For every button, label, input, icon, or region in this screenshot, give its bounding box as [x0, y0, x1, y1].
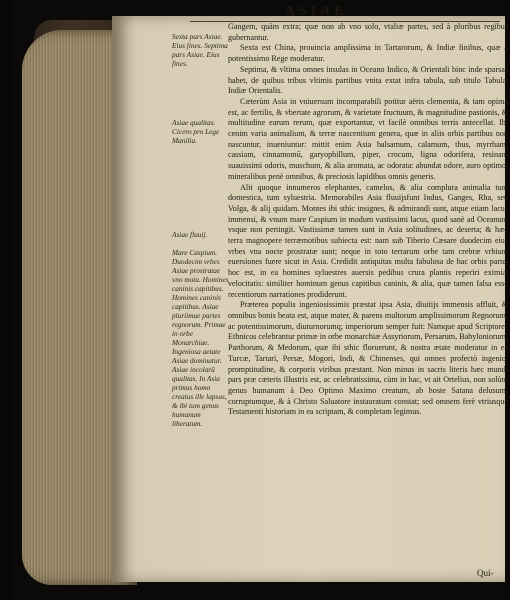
paragraph: Sexta est China, prouincia amplissima in Tartarorum, & Indiæ finibus, quæ à potentissimo Rege moderatur. [228, 43, 508, 64]
paragraph: Cæterùm Asia in vniuersum incomparabili potitur aëris clementia, & tam opima est, ac fertilis, & vbertate agrorum, & varietate fructuum, & magnitudine pastionis, & multitudine earum rerum, quæ exportantur, vt facilè omnibus terris antecellat. Ibi cenim varia animalium, & terræ nascentium genera, quæ in aliis orbis partibus non nascuntur, inueniuntur: mittit enim Asia balsamum, calamum, thus, myrrham, cassiam, cinnamomū, garyophillum, piper, crocum, ligna odorifera, resinam suauissimi odoris, muschum, & alia aromata, ac odorata: abundat odore, auro optimo, mineralibus penè omnibus, & preciosis lapidibus omnis generis. [228, 96, 508, 181]
margin-note: Asiae fluuij. [172, 230, 208, 239]
margin-note: Asiae qualitas. Cicero pro Lege Manilia. [172, 118, 220, 145]
catchword: Qui- [477, 568, 494, 578]
page-header: ASIAE. [284, 4, 356, 19]
paragraph: Gangem, quàm extra; quæ non ab vno solo, vtaliæ partes, sed à pluribus regibus gubernantur. [228, 22, 508, 42]
paragraph: Septima, & vltima omnes insulas in Oceano Indico, & Orientali binc inde sparsas habet, de quibus tribus vltimis partibus vnita extat infra tabula, sub titulo Tabulæ Indiæ Orientalis. [228, 64, 508, 96]
paragraph: Præterea populis ingeniosissimis præstat ipsa Asia, diuitijs immensis affluit, & omnibus bonis beata est, atque mater, & parens multorum amplissimorum Regnorum, ac potentissimorum, diuturnorumq; imperiorum semper fuit: Namque apud Scriptores Ethnicos celebrantur primæ in orbe monarchiæ Assyriorum, Persarum, Babyloniorum, Parthorum, & Medorum, quæ ibi sthic floruerunt, & nostra ætate moderatur in ea Turcæ, Tartari, Persæ, Mogori, Indi, & Chinenses, qui omnes profectò ingenio, promptitudine, & corporis viribus præstant. Non minus in sacris literis hæc mundi pars præ cæteris illustris est, ac celebratissima, cùm in hac, vt ait Ortelius, non solùm genus humanum à Deo Optimo Maximo creatum, ab hoste Satana delusum, corruptumque, & à Christo Saluatore instauratum constat; sed omnem ferè vtriusque Testamenti historiam in ea scriptam, & completam legimus. [228, 300, 508, 417]
margin-note: Sexta pars Asiae. Eius fines. Septima pars Asiae. Eius fines. [172, 32, 228, 68]
paragraph: Alit quoque innumeros elephantes, camelos, & alia complura animalia tum domestica, tum syluestria. Memorabiles Asia fluuijsfunt Indus, Ganges, Rha, seu Volga, & alij quidam. Montes ibi sthic insignes, & admirandi sunt, atque etiam lacus immensi, & vnum mare Caspium in modum vastissimi lacus, quod sanè ad Oceanum vsque non pertingit. Vastissimæ tamen sunt in Asia solitudines, ac deserta; & hæc terra magnopere terræmotibus subiecta est: nam sub Tiberio Cæsare duodecim eius vrbes vna nocte prostratæ sunt; neque in toto terrarum orbe tam crebræ vrbium euersiones fuere sicut in Asia. Credidit antiquitas multa fabulosa de hac orbis parte, hoc est, in ea homines syluestres auersis pedibus crura plantis reperiri eximiæ velocitatis: similiter hominum genus capitibus caninis, & alia, quæ tamen falsa esse recentiorum narrationes prodiderunt. [228, 182, 508, 299]
margin-note: Mare Caspium. Duodecim vrbes Asiae prostratae vno motu. Homines caninis capitibus. Homines caninis capitibus. Asiae pluriimae partes regnorum. Primae in orbe Monarchiae. Ingeniosa aetate Asiae dominatur. Asiae incolarū qualitas. In Asia primus homo creatus ille lapsus, & ibi tum genus humanum liberatum. [172, 248, 229, 428]
body-text [228, 22, 508, 418]
